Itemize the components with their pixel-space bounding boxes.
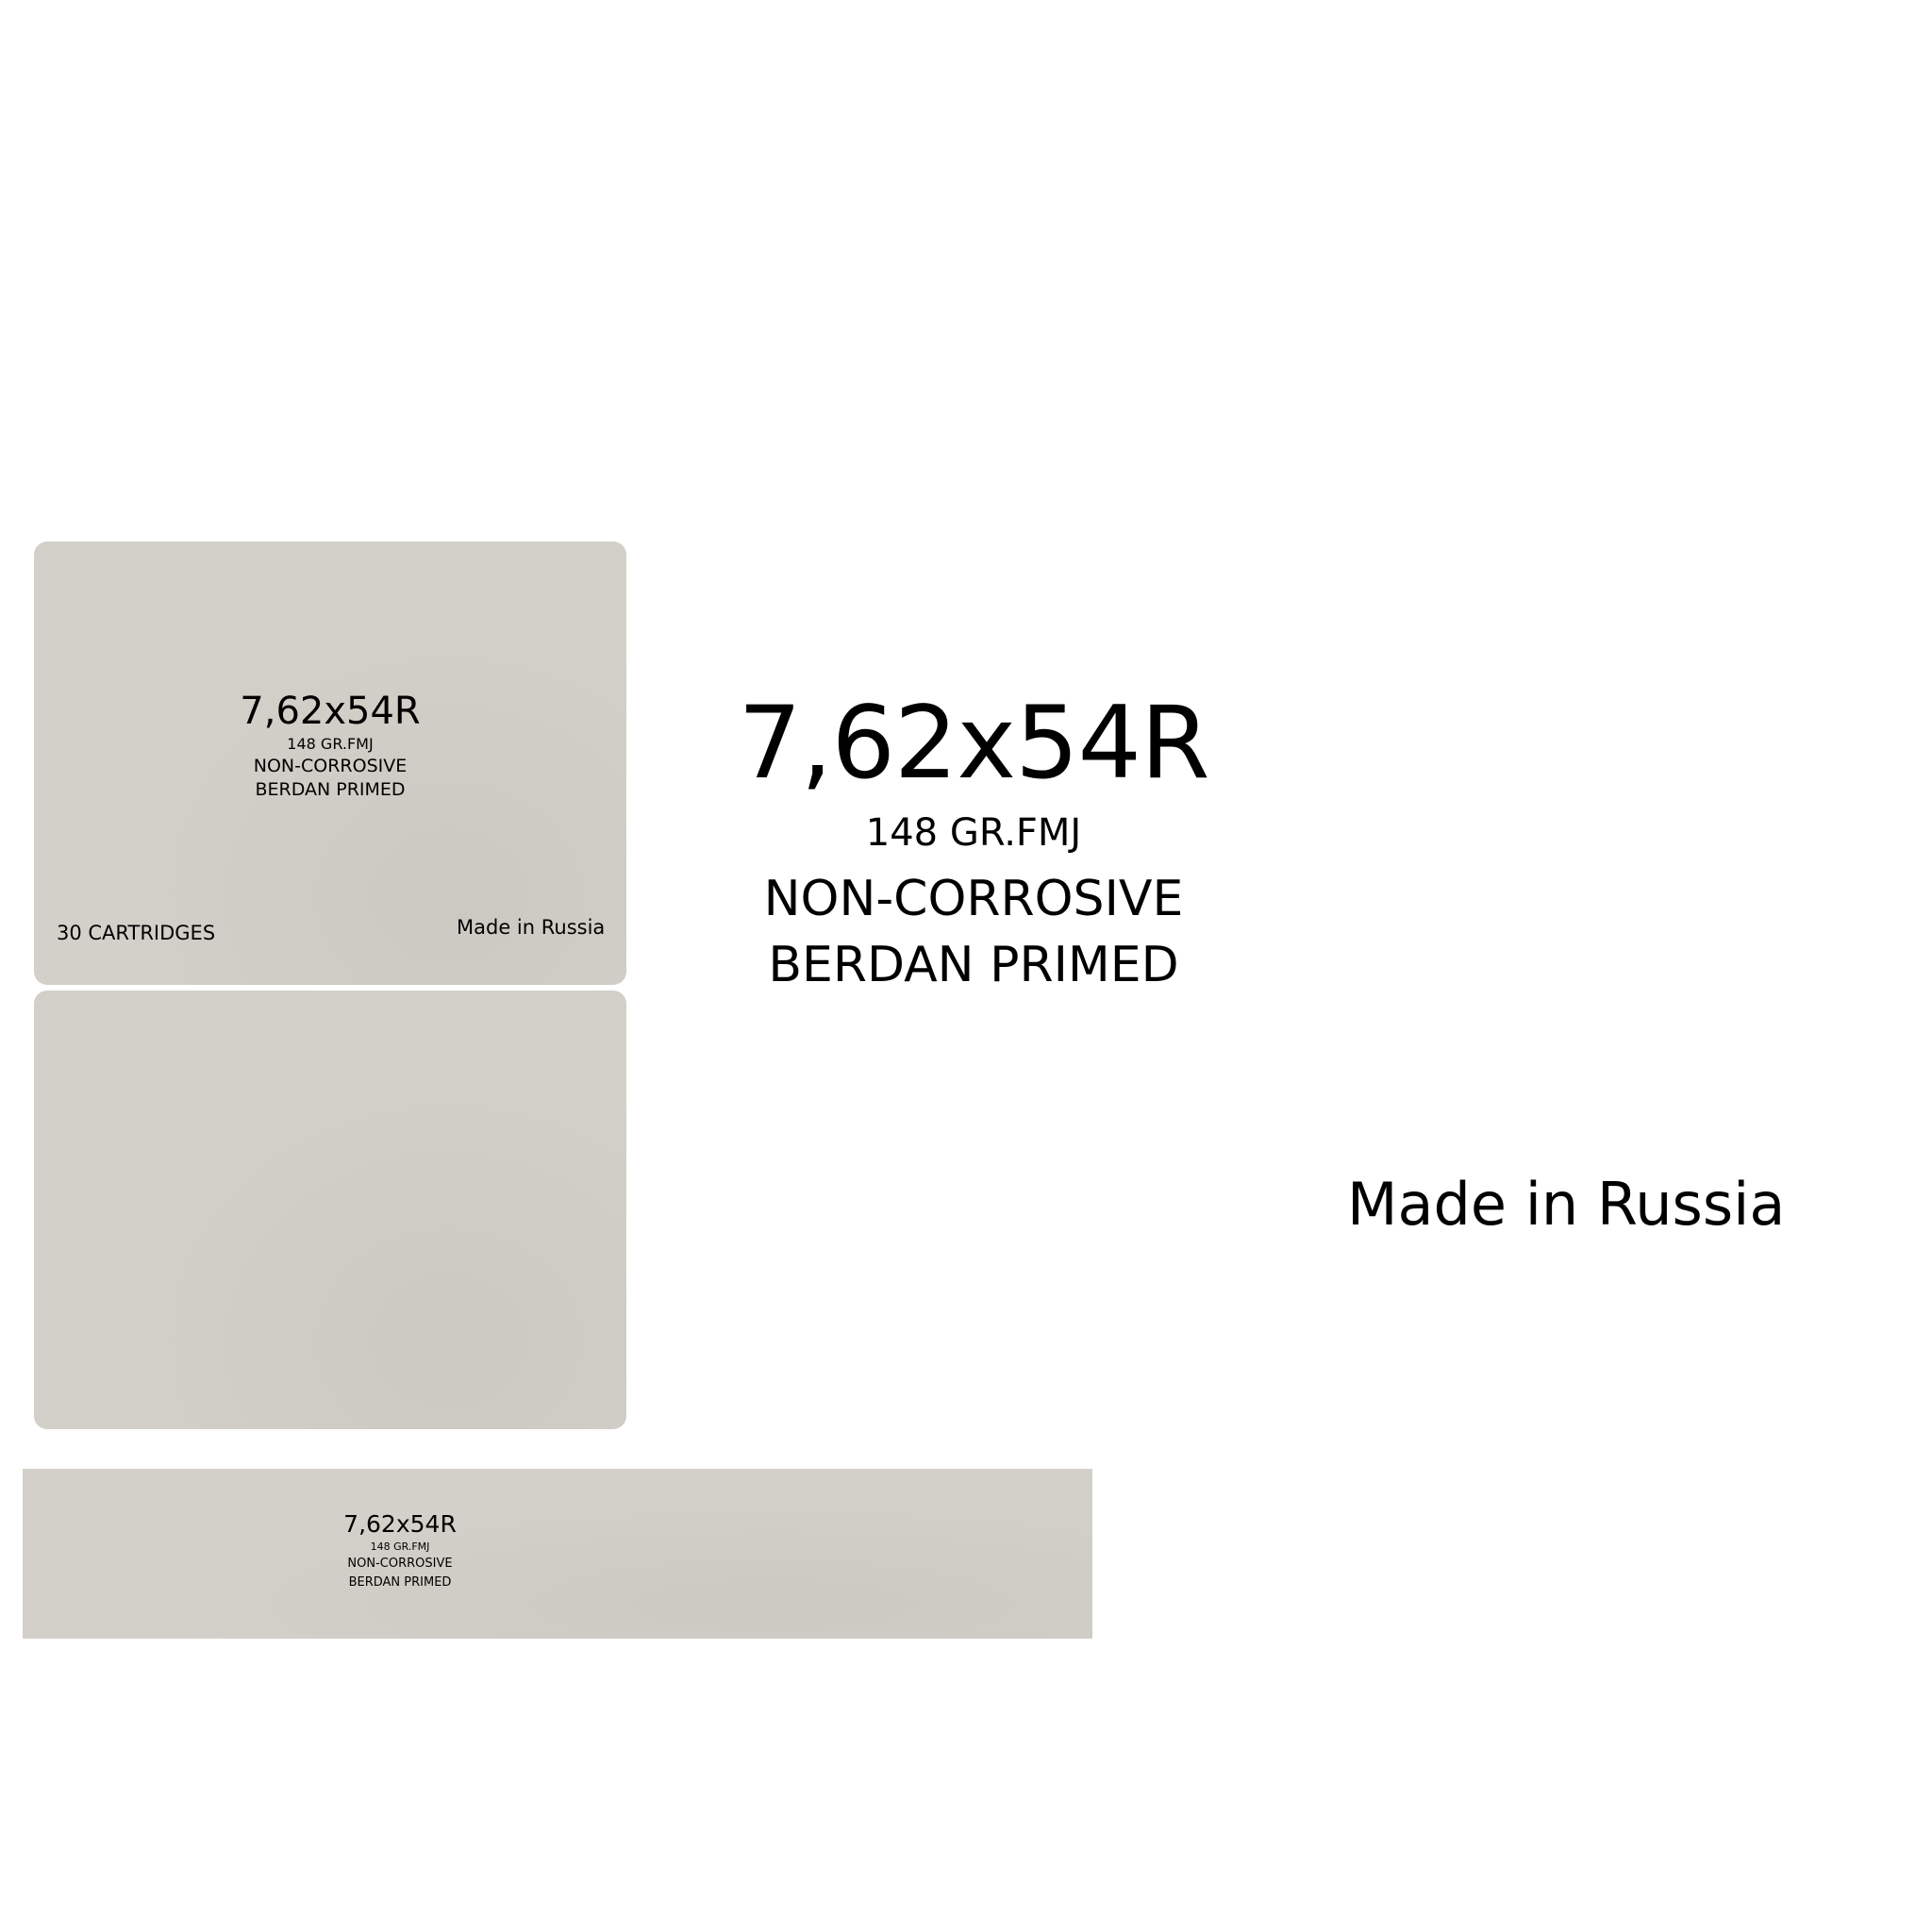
corrosion-text: NON-CORROSIVE xyxy=(347,1557,453,1571)
primer-text: BERDAN PRIMED xyxy=(255,779,406,800)
caliber-text: 7,62x54R xyxy=(738,685,1209,801)
box-bottom-panel xyxy=(34,991,626,1429)
bullet-text: 148 GR.FMJ xyxy=(370,1541,430,1553)
box-top-label xyxy=(240,689,420,802)
bullet-text: 148 GR.FMJ xyxy=(287,735,374,753)
corrosion-text: NON-CORROSIVE xyxy=(763,871,1184,927)
primer-text: BERDAN PRIMED xyxy=(348,1575,452,1590)
corrosion-text: NON-CORROSIVE xyxy=(253,756,408,776)
large-label xyxy=(738,687,1208,998)
primer-text: BERDAN PRIMED xyxy=(768,937,1179,993)
caliber-text: 7,62x54R xyxy=(240,690,421,733)
strip-label xyxy=(343,1509,457,1592)
origin-text-small: Made in Russia xyxy=(457,916,606,939)
bullet-text: 148 GR.FMJ xyxy=(865,811,1082,855)
origin-text-large: Made in Russia xyxy=(1347,1170,1786,1239)
box-side-strip xyxy=(23,1469,1092,1639)
caliber-text: 7,62x54R xyxy=(343,1510,457,1538)
cartridge-count: 30 CARTRIDGES xyxy=(57,922,216,944)
